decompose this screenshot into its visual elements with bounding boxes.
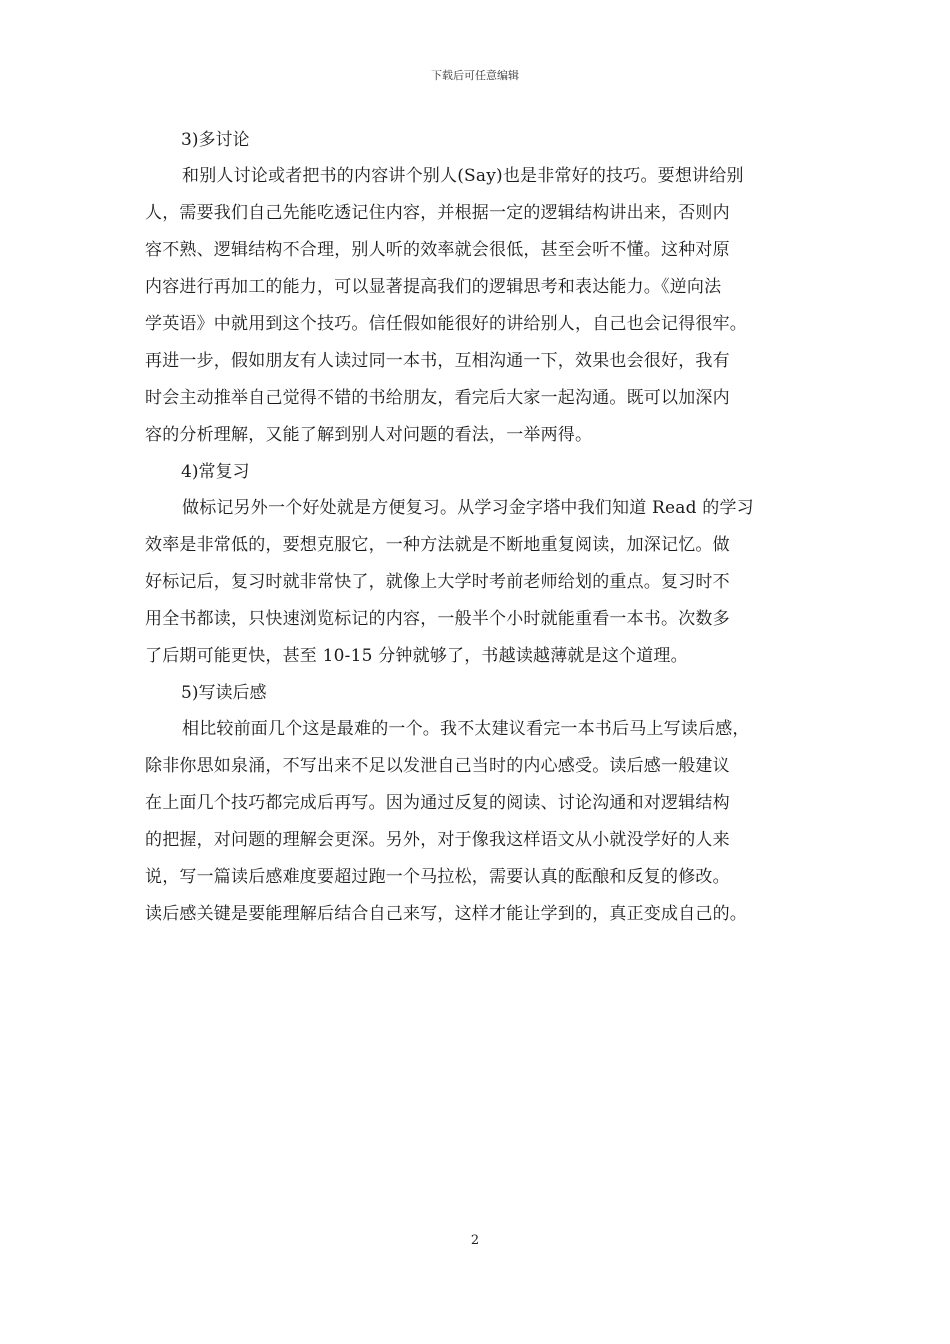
document-body [145, 122, 815, 933]
paragraph-write [145, 711, 815, 933]
text-line: 容的分析理解，又能了解到别人对问题的看法，一举两得。 [145, 425, 593, 445]
text-line: 好标记后，复习时就非常快了，就像上大学时考前老师给划的重点。复习时不 [145, 572, 730, 592]
paragraph-discuss [145, 158, 815, 454]
text-line: 和别人讨论或者把书的内容讲个别人(Say)也是非常好的技巧。要想讲给别 [182, 166, 744, 186]
text-line: 读后感关键是要能理解后结合自己来写，这样才能让学到的，真正变成自己的。 [145, 904, 747, 924]
page-number: 2 [470, 1233, 480, 1248]
text-line: 再进一步，假如朋友有人读过同一本书，互相沟通一下，效果也会很好，我有 [145, 351, 730, 371]
text-line: 效率是非常低的，要想克服它，一种方法就是不断地重复阅读，加深记忆。做 [145, 535, 730, 555]
text-line: 时会主动推举自己觉得不错的书给朋友，看完后大家一起沟通。既可以加深内 [145, 388, 730, 408]
section-heading-review: 4)常复习 [181, 462, 250, 482]
text-line: 的把握，对问题的理解会更深。另外，对于像我这样语文从小就没学好的人来 [145, 830, 730, 850]
text-line: 学英语》中就用到这个技巧。信任假如能很好的讲给别人，自己也会记得很牢。 [145, 314, 747, 334]
text-line: 容不熟、逻辑结构不合理，别人听的效率就会很低，甚至会听不懂。这种对原 [145, 240, 730, 260]
text-line: 相比较前面几个这是最难的一个。我不太建议看完一本书后马上写读后感， [182, 719, 750, 739]
text-line: 做标记另外一个好处就是方便复习。从学习金字塔中我们知道 Read 的学习 [182, 498, 754, 518]
text-line: 除非你思如泉涌，不写出来不足以发泄自己当时的内心感受。读后感一般建议 [145, 756, 730, 776]
section-heading-discuss: 3)多讨论 [181, 130, 250, 150]
section-heading-write: 5)写读后感 [181, 683, 267, 703]
text-line: 在上面几个技巧都完成后再写。因为通过反复的阅读、讨论沟通和对逻辑结构 [145, 793, 730, 813]
text-line: 用全书都读，只快速浏览标记的内容，一般半个小时就能重看一本书。次数多 [145, 609, 730, 629]
text-line: 人，需要我们自己先能吃透记住内容，并根据一定的逻辑结构讲出来，否则内 [145, 203, 730, 223]
page-header: 下载后可任意编辑 [431, 69, 519, 82]
text-line: 说，写一篇读后感难度要超过跑一个马拉松，需要认真的酝酿和反复的修改。 [145, 867, 730, 887]
paragraph-review [145, 490, 815, 675]
text-line: 了后期可能更快，甚至 10-15 分钟就够了，书越读越薄就是这个道理。 [145, 646, 688, 666]
text-line: 内容进行再加工的能力，可以显著提高我们的逻辑思考和表达能力。《逆向法 [145, 277, 722, 297]
